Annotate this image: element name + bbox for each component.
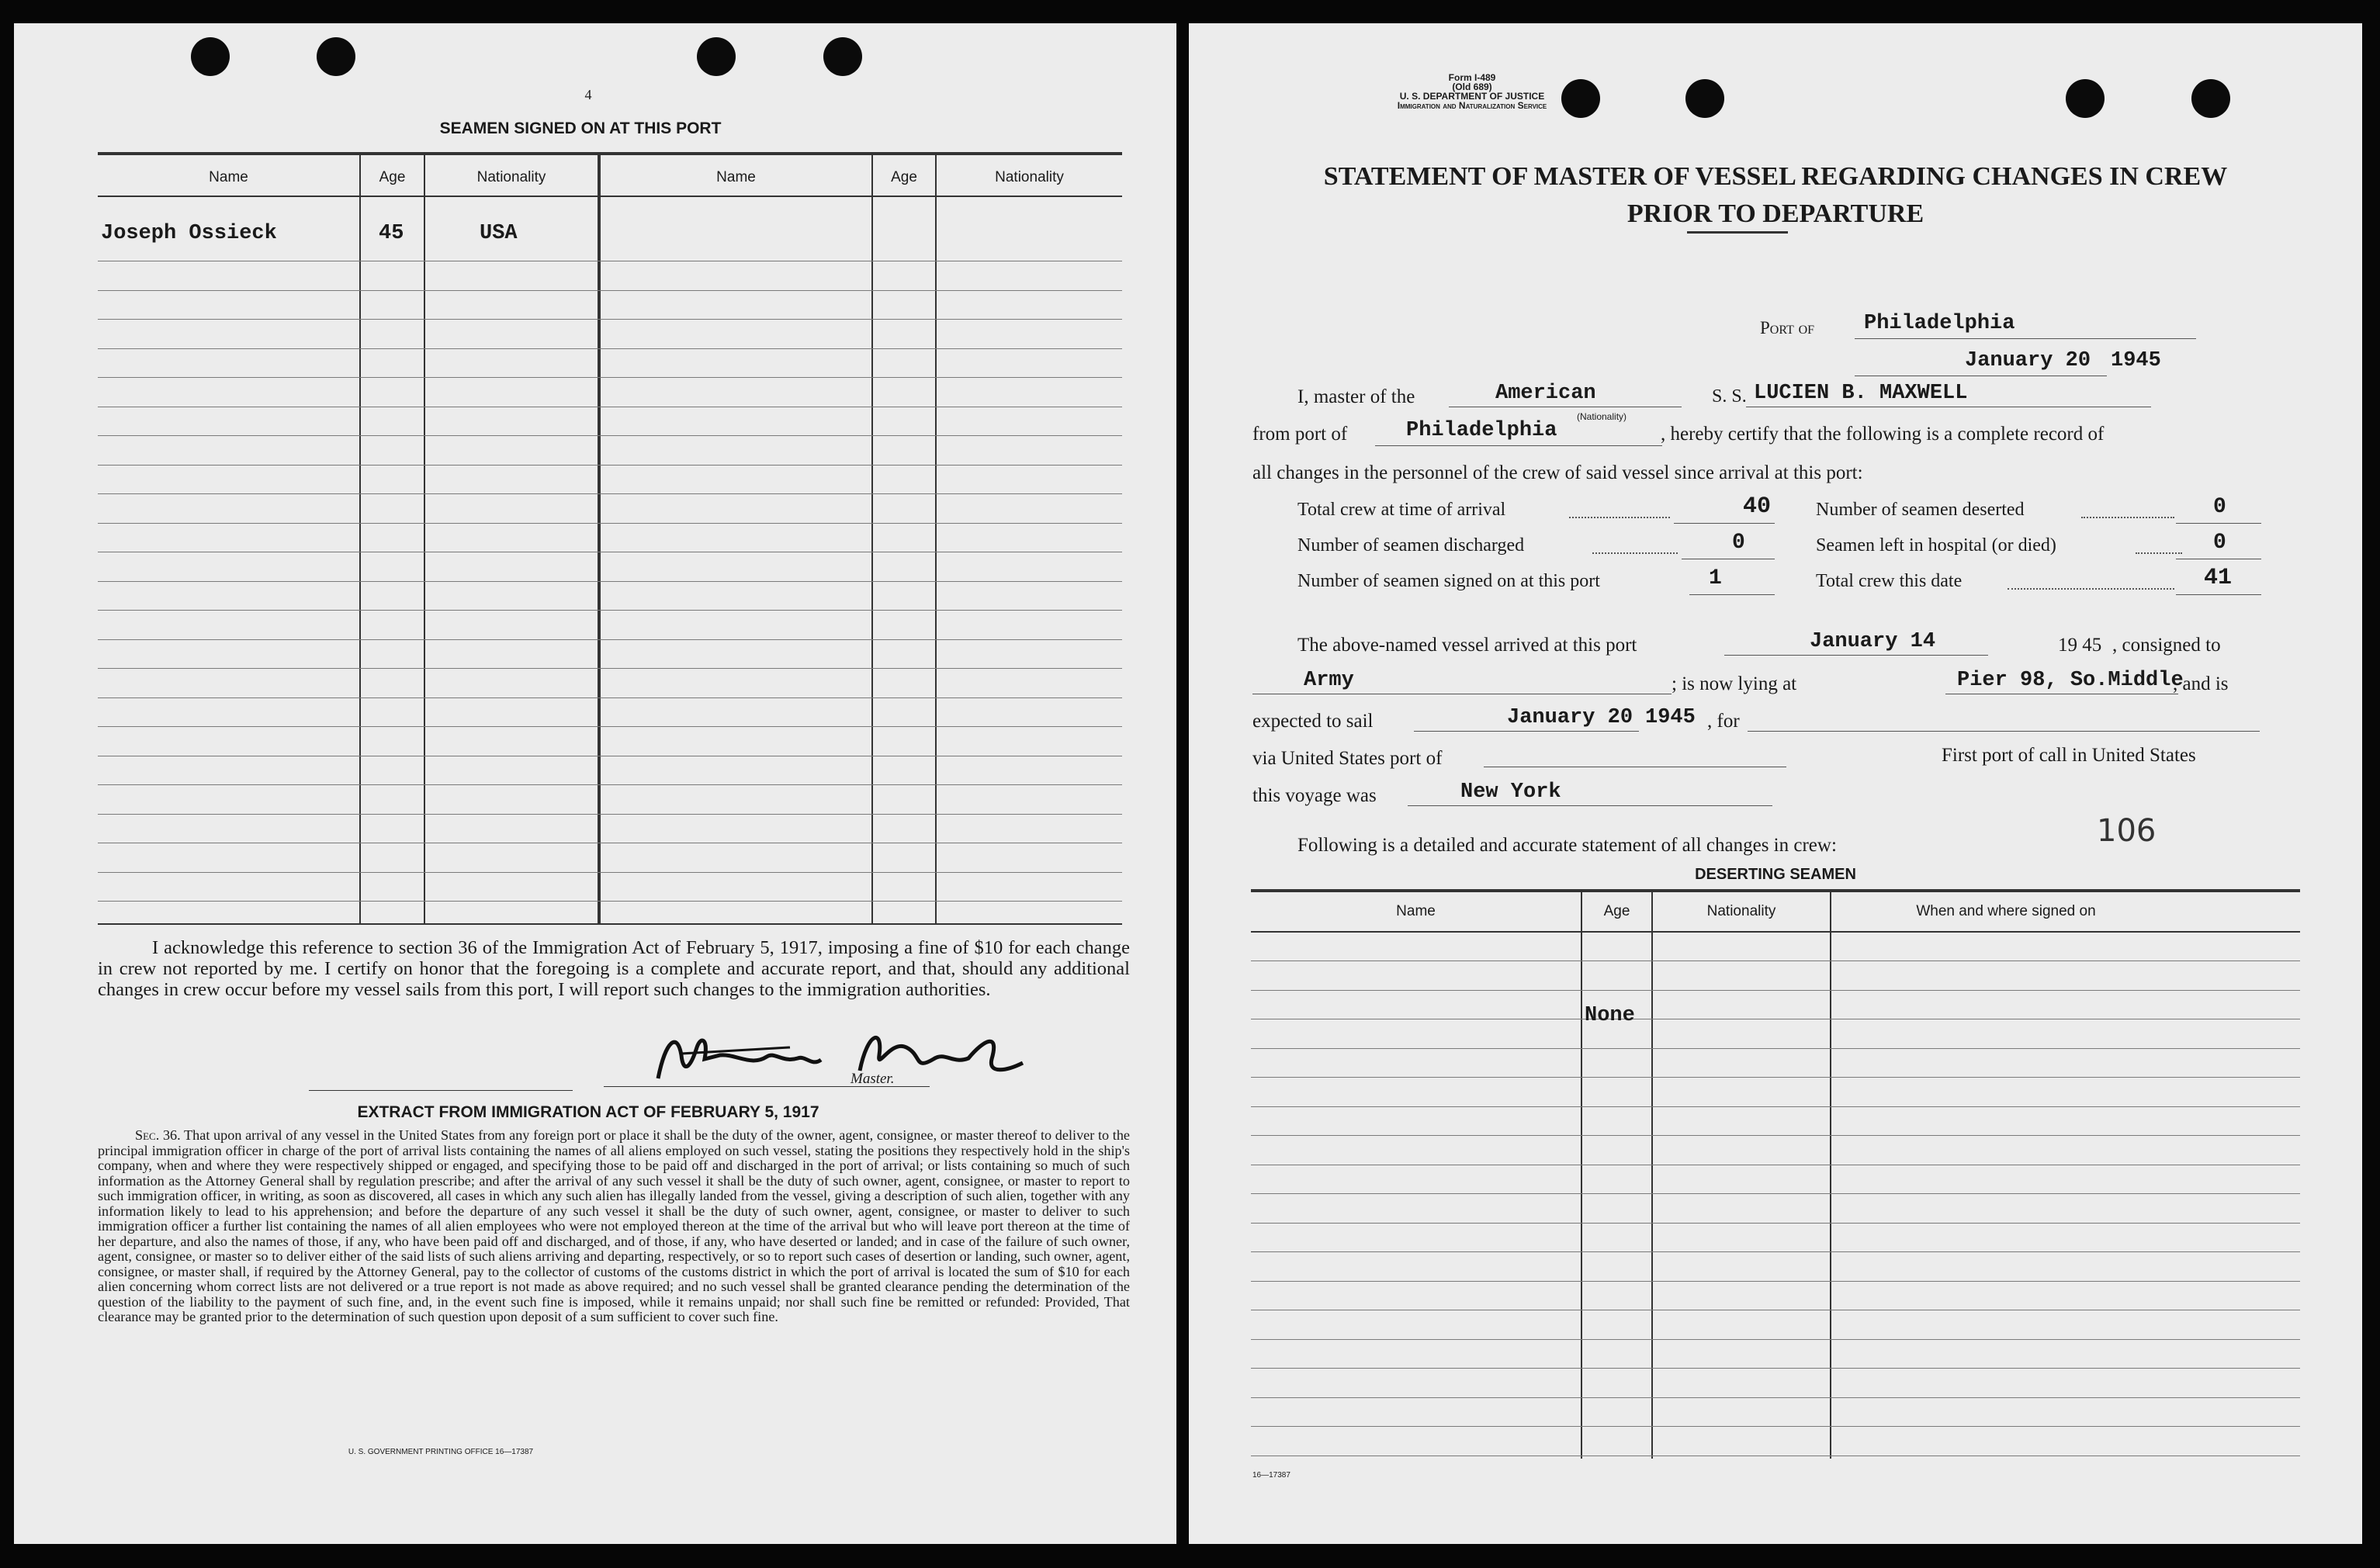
section-title: SEAMEN SIGNED ON AT THIS PORT — [439, 119, 722, 137]
stat-label: Total crew this date — [1816, 571, 1963, 591]
field-underline — [1748, 731, 2260, 732]
table-row-rule — [1251, 1426, 2300, 1427]
arrived-date: January 14 — [1810, 630, 1936, 653]
field-underline — [1375, 445, 1662, 446]
extract-text: That upon arrival of any vessel in the United States from any foreign port or place it shall be the duty of the owner, agent, consignee, or master thereof to deliver to the principal immigration officer in charge of the port of arrival lists containing the names of all aliens employed on such vessel, stating the positions they respectively hold in the ship's company, when and where they were respectively shipped or engaged, and specifying those to be paid off and discharged in the port of arrival; or lists containing so much of such information as the Attorney General shall by regulation prescribe; and after the arrival of any such vessel it shall be the duty of such owner, agent, consignee, or master to report to such immigration officer, in writing, as soon as discovered, all cases in which any such alien has illegally landed from the vessel, giving a description of such alien, together with any information likely to lead to his apprehension; and before the departure of any such vessel it shall be the duty of such owner, agent, consignee, or master to deliver to such immigration officer a further list containing the names of all alien employees who were not employed thereon at the time of the arrival but who will leave port thereon at the time of her departure, and also the names of those, if any, who have been paid off and discharged, and of those, if any, who have deserted or landed; and in case of the failure of such owner, agent, consignee, or master so to deliver either of the said lists of such aliens arriving and departing, respectively, or so to report such cases of desertion or landing, such owner, agent, consignee, or master shall, if required by the Attorney General, pay to the collector of customs of the customs district in which the port of arrival is located the sum of $10 for each alien concerning whom correct lists are not delivered or a true report is not made as above required; and no such vessel shall be granted clearance pending the determination of the question of the liability to the payment of such fine, and, in the event such fine is imposed, while it remains unpaid; nor shall such fine be remitted or refunded: Provided, That clearance may be granted prior to the determination of such question upon deposit of a sum sufficient to cover such fine. — [98, 1127, 1131, 1324]
column-header-age: Age — [379, 169, 406, 185]
table-row-rule — [98, 435, 1122, 436]
form-number: Form I-489 — [1448, 72, 1496, 83]
handwritten-number: 106 — [2097, 813, 2157, 849]
field-underline — [1724, 655, 1988, 656]
deserting-title: DESERTING SEAMEN — [1695, 866, 1856, 883]
field-underline — [1674, 523, 1775, 524]
table-row-rule — [1251, 1223, 2300, 1224]
column-divider — [1581, 892, 1582, 1459]
expected-date: January 20 — [1507, 706, 1633, 729]
printer-line: U. S. GOVERNMENT PRINTING OFFICE 16—17387 — [348, 1448, 534, 1456]
form-old: (Old 689) — [1452, 81, 1492, 92]
stat-value: 0 — [2213, 495, 2226, 519]
table-header-rule — [98, 196, 1122, 197]
table-header-rule — [1251, 931, 2300, 933]
column-divider — [935, 155, 937, 923]
divider-rule — [309, 1090, 573, 1091]
punch-hole — [823, 37, 862, 76]
table-row-rule — [1251, 990, 2300, 991]
nationality-caption: (Nationality) — [1577, 411, 1627, 422]
stat-value: 0 — [1732, 531, 1745, 555]
field-underline — [1855, 338, 2196, 339]
voyage-value: New York — [1460, 781, 1561, 804]
column-divider — [598, 155, 601, 923]
table-row-rule — [1251, 1368, 2300, 1369]
punch-hole — [317, 37, 355, 76]
column-header-nationality: Nationality — [1706, 903, 1776, 919]
table-row-rule — [98, 319, 1122, 320]
field-underline — [2176, 523, 2261, 524]
ship-name: LUCIEN B. MAXWELL — [1754, 382, 1968, 405]
dot-leader — [2008, 588, 2174, 590]
consignee: Army — [1304, 669, 1354, 692]
dot-leader — [2136, 552, 2182, 554]
right-page — [1189, 23, 2362, 1544]
stat-value: 0 — [2213, 531, 2226, 555]
table-row-rule — [98, 814, 1122, 815]
table-row-rule — [98, 784, 1122, 785]
table-row-rule — [1251, 1397, 2300, 1398]
punch-hole — [697, 37, 736, 76]
and-is-text: , and is — [2173, 673, 2229, 694]
arrived-year: 19 45 — [2058, 635, 2102, 656]
column-header-name: Name — [716, 169, 756, 185]
port-label: Port of — [1760, 318, 1815, 337]
port-value: Philadelphia — [1864, 312, 2015, 335]
field-underline — [1414, 731, 1639, 732]
table-row-rule — [98, 581, 1122, 582]
first-port-label: First port of call in United States — [1942, 745, 2196, 766]
table-row-rule — [98, 668, 1122, 669]
table-row-rule — [98, 493, 1122, 494]
master-label: Master. — [850, 1071, 895, 1087]
table-row-rule — [1251, 1135, 2300, 1136]
date-year: 1945 — [2111, 349, 2161, 372]
field-underline — [1689, 594, 1775, 595]
for-label: , for — [1707, 711, 1740, 732]
expected-year: 1945 — [1645, 706, 1696, 729]
table-row-rule — [98, 872, 1122, 873]
column-header-age: Age — [891, 169, 917, 185]
table-row-rule — [98, 901, 1122, 902]
stat-label: Seamen left in hospital (or died) — [1816, 535, 2056, 556]
section-label: Sec. 36. — [135, 1127, 181, 1143]
column-divider — [1830, 892, 1831, 1459]
ss-label: S. S. — [1712, 386, 1747, 407]
stat-label: Number of seamen signed on at this port — [1297, 571, 1600, 591]
table-bottom-rule — [98, 923, 1122, 925]
crew-age-cell: 45 — [379, 222, 404, 245]
table-row-rule — [98, 697, 1122, 698]
stat-label: Total crew at time of arrival — [1297, 500, 1506, 520]
table-row-rule — [98, 639, 1122, 640]
arrived-text: The above-named vessel arrived at this port — [1297, 635, 1637, 656]
stat-label: Number of seamen discharged — [1297, 535, 1525, 556]
from-port-label: from port of — [1252, 424, 1348, 445]
consigned-text: , consigned to — [2112, 635, 2221, 656]
table-row-rule — [1251, 1106, 2300, 1107]
table-row-rule — [1251, 1048, 2300, 1049]
table-top-rule — [1251, 889, 2300, 892]
column-divider — [871, 155, 873, 923]
field-underline — [2176, 594, 2261, 595]
punch-hole — [2191, 79, 2230, 118]
voyage-label: this voyage was — [1252, 785, 1377, 806]
master-of-label: I, master of the — [1297, 386, 1415, 407]
column-divider — [1651, 892, 1653, 1459]
lying-value: Pier 98, So.Middle — [1957, 669, 2184, 692]
from-port-value: Philadelphia — [1406, 419, 1557, 442]
dot-leader — [2081, 517, 2174, 518]
table-row-rule — [98, 465, 1122, 466]
deserter-entry: None — [1585, 1004, 1635, 1027]
table-row-rule — [1251, 1339, 2300, 1340]
title-line-1: STATEMENT OF MASTER OF VESSEL REGARDING CHANGES IN CREW — [1323, 162, 2228, 191]
table-row-rule — [1251, 1251, 2300, 1252]
expected-label: expected to sail — [1252, 711, 1374, 732]
dot-leader — [1569, 517, 1670, 518]
table-row-rule — [98, 523, 1122, 524]
table-row-rule — [98, 377, 1122, 378]
table-row-rule — [1251, 1193, 2300, 1194]
crew-name-cell: Joseph Ossieck — [101, 222, 277, 245]
stat-value: 1 — [1709, 566, 1722, 590]
via-label: via United States port of — [1252, 748, 1443, 769]
extract-title: EXTRACT FROM IMMIGRATION ACT OF FEBRUARY 5, 1917 — [357, 1103, 819, 1121]
certify-text: , hereby certify that the following is a complete record of — [1661, 424, 2105, 445]
footer-code: 16—17387 — [1252, 1471, 1290, 1480]
stat-value: 40 — [1743, 493, 1772, 520]
punch-hole — [191, 37, 230, 76]
title-rule — [1687, 231, 1788, 234]
left-page — [14, 23, 1176, 1544]
crew-nationality-cell: USA — [480, 222, 518, 245]
table-row-rule — [1251, 1281, 2300, 1282]
table-top-rule — [98, 152, 1122, 155]
field-underline — [1408, 805, 1772, 806]
table-row-rule — [98, 348, 1122, 349]
department: U. S. DEPARTMENT OF JUSTICE — [1399, 91, 1545, 102]
column-divider — [359, 155, 361, 923]
column-header-nationality: Nationality — [995, 169, 1064, 185]
column-header-nationality: Nationality — [476, 169, 546, 185]
punch-hole — [2066, 79, 2105, 118]
table-row-rule — [98, 290, 1122, 291]
column-header-name: Name — [1396, 903, 1436, 919]
form-title — [1189, 158, 2362, 233]
lying-text: ; is now lying at — [1672, 673, 1797, 694]
changes-text: all changes in the personnel of the crew of said vessel since arrival at this port: — [1252, 462, 1863, 483]
column-header-name: Name — [209, 169, 248, 185]
form-header — [1329, 73, 1616, 110]
column-header-signed-on: When and where signed on — [1916, 903, 2096, 919]
nationality-value: American — [1495, 382, 1596, 405]
acknowledgement-paragraph: I acknowledge this reference to section 36 of the Immigration Act of February 5, 1917, imposing a fine of $10 for each change in crew not reported by me. I certify on honor that the foregoing is a complete and accurate report, and that, should any additional changes in crew occur before my vessel sails from this port, I will report such changes to the immigration authorities. — [98, 937, 1130, 1000]
extract-body — [98, 1128, 1130, 1325]
table-row-rule — [98, 726, 1122, 727]
table-row-rule — [98, 610, 1122, 611]
stat-value: 41 — [2204, 565, 2233, 591]
page-number: 4 — [584, 87, 592, 102]
following-text: Following is a detailed and accurate statement of all changes in crew: — [1297, 835, 1837, 856]
date-value: January 20 — [1965, 349, 2091, 372]
table-row-rule — [1251, 1077, 2300, 1078]
stat-label: Number of seamen deserted — [1816, 500, 2025, 520]
service: Immigration and Naturalization Service — [1397, 100, 1547, 111]
dot-leader — [1592, 552, 1678, 554]
title-line-2: PRIOR TO DEPARTURE — [1627, 199, 1924, 228]
column-divider — [424, 155, 425, 923]
column-header-age: Age — [1603, 903, 1630, 919]
punch-hole — [1685, 79, 1724, 118]
